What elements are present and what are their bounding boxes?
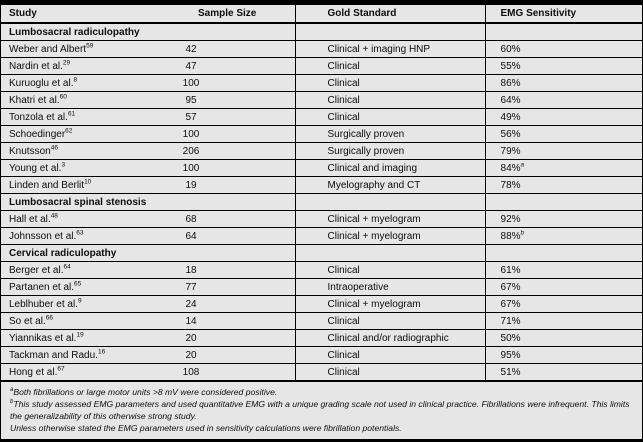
spacer-cell xyxy=(226,279,295,296)
study-cell xyxy=(1,313,156,330)
study-reference-number: 48 xyxy=(50,212,58,220)
table-row xyxy=(1,364,642,382)
emg-sensitivity-cell xyxy=(485,262,642,279)
study-cell xyxy=(1,211,156,228)
table-body xyxy=(1,23,642,381)
study-reference-number: 46 xyxy=(50,144,58,152)
study-reference-number: 61 xyxy=(67,110,76,118)
footnote-text: Both fibrillations or large motor units >8 mV were considered positive. xyxy=(13,387,278,397)
study-reference-number: 62 xyxy=(65,127,73,135)
section-row xyxy=(1,194,642,211)
sample-size-cell: 64 xyxy=(156,228,226,245)
table-row xyxy=(1,330,642,347)
sample-size-cell: 108 xyxy=(156,364,226,382)
section-row xyxy=(1,23,642,41)
gold-standard-cell: Clinical xyxy=(295,109,485,126)
emg-footnote-marker: a xyxy=(520,161,525,169)
table-header xyxy=(1,5,642,23)
emg-sensitivity-cell xyxy=(485,143,642,160)
emg-sensitivity-cell xyxy=(485,313,642,330)
study-reference-number: 3 xyxy=(61,161,66,169)
study-name: Schoedinger xyxy=(9,128,66,140)
study-name: Young et al. xyxy=(9,162,62,174)
gold-standard-cell: Clinical xyxy=(295,75,485,92)
study-reference-number: 67 xyxy=(57,365,65,373)
footnote-marker: a xyxy=(10,387,14,394)
gold-standard-cell: Clinical and imaging xyxy=(295,160,485,177)
spacer-cell xyxy=(226,177,295,194)
study-name: Johnsson et al. xyxy=(9,230,77,242)
emg-sensitivity-table xyxy=(1,5,642,382)
column-header-gold-standard: Gold Standard xyxy=(295,5,485,23)
emg-sensitivity-value: 71% xyxy=(500,315,521,327)
section-emg-sensitivity-cell xyxy=(485,23,642,41)
study-cell xyxy=(1,160,156,177)
sample-size-cell: 77 xyxy=(156,279,226,296)
study-cell xyxy=(1,177,156,194)
emg-sensitivity-value: 92% xyxy=(500,213,521,225)
study-reference-number: 59 xyxy=(86,42,94,50)
spacer-cell xyxy=(226,228,295,245)
study-cell xyxy=(1,58,156,75)
emg-sensitivity-value: 95% xyxy=(500,349,521,361)
study-cell xyxy=(1,109,156,126)
section-gold-standard-cell xyxy=(295,194,485,211)
study-cell xyxy=(1,92,156,109)
spacer-cell xyxy=(226,75,295,92)
emg-sensitivity-cell xyxy=(485,58,642,75)
table-row xyxy=(1,41,642,58)
study-reference-number: 66 xyxy=(45,314,53,322)
spacer-cell xyxy=(226,126,295,143)
column-header-study: Study xyxy=(1,5,156,23)
table-row xyxy=(1,296,642,313)
spacer-cell xyxy=(226,109,295,126)
gold-standard-cell: Clinical xyxy=(295,364,485,382)
section-title: Lumbosacral radiculopathy xyxy=(1,23,295,41)
study-reference-number: 8 xyxy=(73,76,78,84)
study-name: Tonzola et al. xyxy=(9,111,68,123)
spacer-cell xyxy=(226,262,295,279)
footnote xyxy=(10,387,633,398)
study-reference-number: 65 xyxy=(74,280,82,288)
sample-size-cell: 95 xyxy=(156,92,226,109)
footnote-marker: b xyxy=(10,399,14,406)
section-row xyxy=(1,245,642,262)
gold-standard-cell: Clinical and/or radiographic xyxy=(295,330,485,347)
spacer-cell xyxy=(226,313,295,330)
emg-sensitivity-value: 86% xyxy=(500,77,521,89)
study-name: Leblhuber et al. xyxy=(9,298,78,310)
emg-sensitivity-cell xyxy=(485,228,642,245)
gold-standard-cell: Surgically proven xyxy=(295,126,485,143)
spacer-cell xyxy=(226,330,295,347)
emg-sensitivity-cell xyxy=(485,347,642,364)
table-row xyxy=(1,126,642,143)
sample-size-cell: 100 xyxy=(156,75,226,92)
gold-standard-cell: Clinical xyxy=(295,92,485,109)
table-row xyxy=(1,75,642,92)
sample-size-cell: 20 xyxy=(156,347,226,364)
sample-size-cell: 47 xyxy=(156,58,226,75)
emg-sensitivity-cell xyxy=(485,92,642,109)
study-cell xyxy=(1,347,156,364)
table-row xyxy=(1,109,642,126)
emg-sensitivity-value: 67% xyxy=(500,281,521,293)
section-gold-standard-cell xyxy=(295,23,485,41)
spacer-cell xyxy=(226,92,295,109)
gold-standard-cell: Clinical + myelogram xyxy=(295,211,485,228)
section-title: Cervical radiculopathy xyxy=(1,245,295,262)
emg-footnote-marker: b xyxy=(520,229,525,237)
emg-sensitivity-value: 78% xyxy=(500,179,521,191)
footnotes xyxy=(1,382,642,434)
table-row xyxy=(1,160,642,177)
study-reference-number: 16 xyxy=(97,348,106,356)
spacer-cell xyxy=(226,58,295,75)
table-row xyxy=(1,313,642,330)
study-name: Tackman and Radu. xyxy=(9,349,98,361)
emg-sensitivity-value: 60% xyxy=(500,43,521,55)
emg-sensitivity-value: 50% xyxy=(500,332,521,344)
spacer-cell xyxy=(226,160,295,177)
study-name: Hong et al. xyxy=(9,366,58,378)
table-row xyxy=(1,347,642,364)
emg-sensitivity-cell xyxy=(485,330,642,347)
table-row xyxy=(1,143,642,160)
gold-standard-cell: Surgically proven xyxy=(295,143,485,160)
emg-sensitivity-value: 56% xyxy=(500,128,521,140)
sample-size-cell: 100 xyxy=(156,126,226,143)
footnote xyxy=(10,423,633,434)
gold-standard-cell: Myelography and CT xyxy=(295,177,485,194)
study-name: Partanen et al. xyxy=(9,281,75,293)
gold-standard-cell: Clinical xyxy=(295,58,485,75)
sample-size-cell: 206 xyxy=(156,143,226,160)
study-reference-number: 63 xyxy=(76,229,84,237)
study-name: Khatri et al. xyxy=(9,94,60,106)
gold-standard-cell: Clinical + myelogram xyxy=(295,296,485,313)
gold-standard-cell: Clinical xyxy=(295,313,485,330)
table-row xyxy=(1,177,642,194)
sample-size-cell: 42 xyxy=(156,41,226,58)
study-reference-number: 29 xyxy=(62,59,71,67)
spacer-cell xyxy=(226,347,295,364)
study-cell xyxy=(1,228,156,245)
section-gold-standard-cell xyxy=(295,245,485,262)
table-row xyxy=(1,58,642,75)
study-cell xyxy=(1,279,156,296)
gold-standard-cell: Clinical xyxy=(295,262,485,279)
emg-sensitivity-value: 55% xyxy=(500,60,521,72)
study-reference-number: 60 xyxy=(59,93,67,101)
section-emg-sensitivity-cell xyxy=(485,194,642,211)
emg-sensitivity-cell xyxy=(485,211,642,228)
sample-size-cell: 19 xyxy=(156,177,226,194)
study-reference-number: 9 xyxy=(77,297,82,305)
study-name: Berger et al. xyxy=(9,264,64,276)
spacer-cell xyxy=(226,211,295,228)
gold-standard-cell: Clinical + imaging HNP xyxy=(295,41,485,58)
column-header-sample-size: Sample Size xyxy=(156,5,295,23)
spacer-cell xyxy=(226,364,295,382)
study-reference-number: 19 xyxy=(76,331,84,339)
sample-size-cell: 18 xyxy=(156,262,226,279)
study-cell xyxy=(1,364,156,382)
study-cell xyxy=(1,75,156,92)
gold-standard-cell: Intraoperative xyxy=(295,279,485,296)
spacer-cell xyxy=(226,41,295,58)
spacer-cell xyxy=(226,143,295,160)
emg-sensitivity-cell xyxy=(485,296,642,313)
sample-size-cell: 20 xyxy=(156,330,226,347)
table-row xyxy=(1,211,642,228)
study-reference-number: 10 xyxy=(84,178,92,186)
emg-sensitivity-value: 61% xyxy=(500,264,521,276)
emg-sensitivity-cell xyxy=(485,160,642,177)
emg-sensitivity-value: 84% xyxy=(500,162,521,174)
table-row xyxy=(1,262,642,279)
emg-sensitivity-value: 67% xyxy=(500,298,521,310)
emg-sensitivity-value: 79% xyxy=(500,145,521,157)
table-row xyxy=(1,228,642,245)
section-title: Lumbosacral spinal stenosis xyxy=(1,194,295,211)
study-name: Yiannikas et al. xyxy=(9,332,77,344)
table-row xyxy=(1,92,642,109)
sample-size-cell: 57 xyxy=(156,109,226,126)
study-name: So et al. xyxy=(9,315,46,327)
emg-sensitivity-value: 49% xyxy=(500,111,521,123)
study-cell xyxy=(1,296,156,313)
header-row xyxy=(1,5,642,23)
study-reference-number: 64 xyxy=(63,263,71,271)
footnote-text: Unless otherwise stated the EMG parameters used in sensitivity calculations were fibrillation potentials. xyxy=(10,423,402,434)
study-cell xyxy=(1,262,156,279)
emg-sensitivity-cell xyxy=(485,126,642,143)
study-name: Linden and Berlit xyxy=(9,179,85,191)
sample-size-cell: 100 xyxy=(156,160,226,177)
gold-standard-cell: Clinical + myelogram xyxy=(295,228,485,245)
sample-size-cell: 24 xyxy=(156,296,226,313)
emg-sensitivity-value: 51% xyxy=(500,366,521,378)
study-name: Nardin et al. xyxy=(9,60,63,72)
emg-sensitivity-cell xyxy=(485,41,642,58)
study-name: Knutsson xyxy=(9,145,51,157)
footnote xyxy=(10,399,633,422)
table-row xyxy=(1,279,642,296)
sample-size-cell: 14 xyxy=(156,313,226,330)
emg-sensitivity-cell xyxy=(485,177,642,194)
study-name: Hall et al. xyxy=(9,213,51,225)
study-name: Weber and Albert xyxy=(9,43,87,55)
study-cell xyxy=(1,143,156,160)
study-cell xyxy=(1,41,156,58)
emg-sensitivity-cell xyxy=(485,75,642,92)
column-header-emg-sensitivity: EMG Sensitivity xyxy=(485,5,642,23)
footnote-text: This study assessed EMG parameters and used quantitative EMG with a unique grading scale not used in clinical practice. Fibrillations were infrequent. This limits the generalizability of this otherwise strong study. xyxy=(10,399,630,421)
emg-sensitivity-value: 88% xyxy=(500,230,521,242)
study-cell xyxy=(1,330,156,347)
section-emg-sensitivity-cell xyxy=(485,245,642,262)
emg-sensitivity-cell xyxy=(485,279,642,296)
gold-standard-cell: Clinical xyxy=(295,347,485,364)
emg-sensitivity-value: 64% xyxy=(500,94,521,106)
study-cell xyxy=(1,126,156,143)
sample-size-cell: 68 xyxy=(156,211,226,228)
spacer-cell xyxy=(226,296,295,313)
emg-sensitivity-cell xyxy=(485,109,642,126)
emg-sensitivity-cell xyxy=(485,364,642,382)
study-name: Kuruoglu et al. xyxy=(9,77,74,89)
